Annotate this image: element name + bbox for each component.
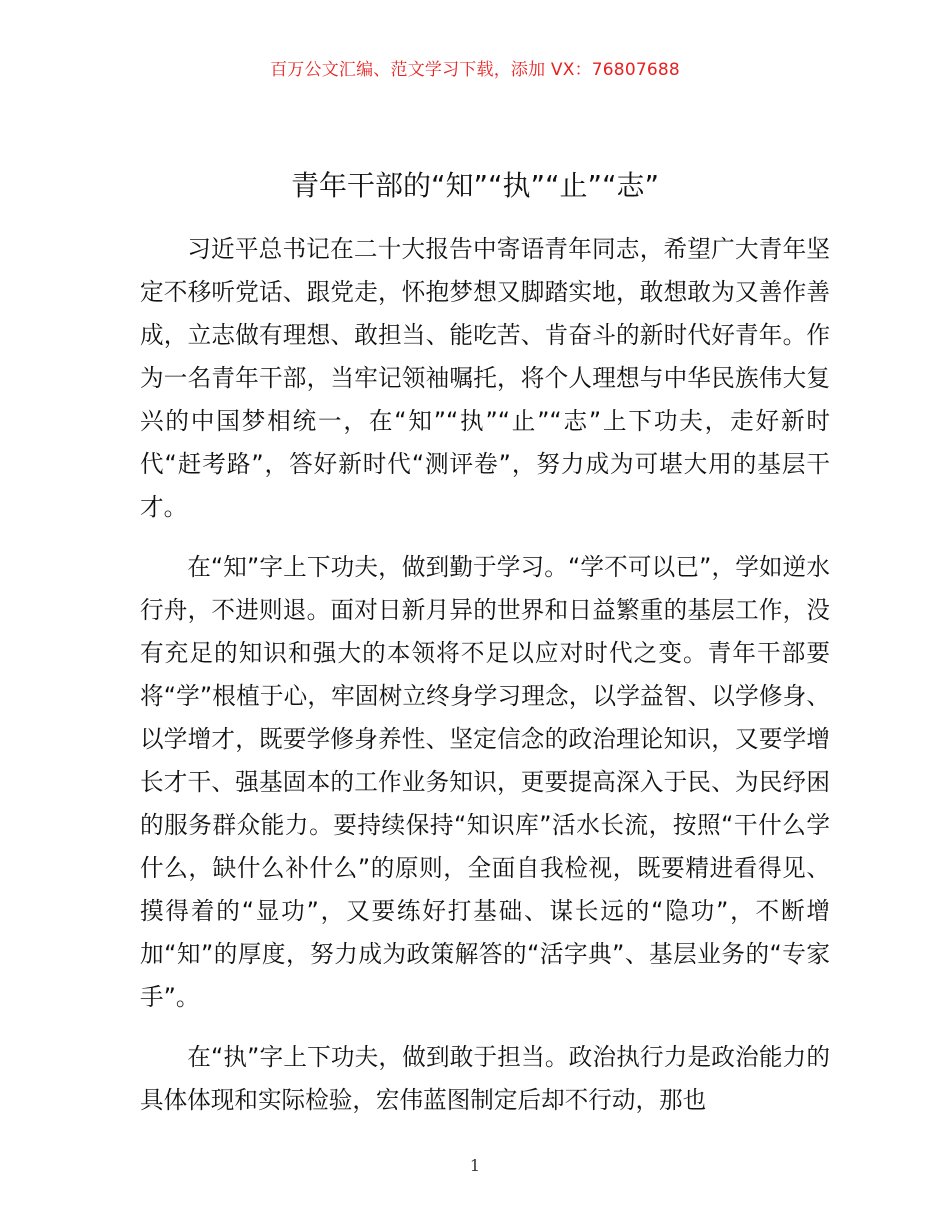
document-body [140, 228, 830, 1139]
paragraph-zhi-knowledge: 在“知”字上下功夫，做到勤于学习。“学不可以已”，学如逆水行舟，不进则退。面对日新月异的世界和日益繁重的基层工作，没有充足的知识和强大的本领将不足以应对时代之变。青年干部要将“学”根植于心，牢固树立终身学习理念，以学益智、以学修身、以学增才，既要学修身养性、坚定信念的政治理论知识，又要学增长才干、强基固本的工作业务知识，更要提高深入于民、为民纾困的服务群众能力。要持续保持“知识库”活水长流，按照“干什么学什么，缺什么补什么”的原则，全面自我检视，既要精进看得见、摸得着的“显功”，又要练好打基础、谋长远的“隐功”，不断增加“知”的厚度，努力成为政策解答的“活字典”、基层业务的“专家手”。 [140, 553, 830, 1011]
page-number: 1 [469, 1156, 481, 1175]
paragraph-intro: 习近平总书记在二十大报告中寄语青年同志，希望广大青年坚定不移听党话、跟党走，怀抱梦想又脚踏实地，敢想敢为又善作善成，立志做有理想、敢担当、能吃苦、肯奋斗的新时代好青年。作为一名青年干部，当牢记领袖嘱托，将个人理想与中华民族伟大复兴的中国梦相统一，在“知”“执”“止”“志”上下功夫，走好新时代“赶考路”，答好新时代“测评卷”，努力成为可堪大用的基层干才。 [140, 235, 830, 521]
paragraph-zhi-execution: 在“执”字上下功夫，做到敢于担当。政治执行力是政治能力的具体体现和实际检验，宏伟蓝图制定后却不行动，那也 [140, 1043, 830, 1114]
document-title: 青年干部的“知”“执”“止”“志” [290, 169, 660, 202]
header-banner: 百万公文汇编、范文学习下载，添加 VX：76807688 [270, 60, 680, 80]
